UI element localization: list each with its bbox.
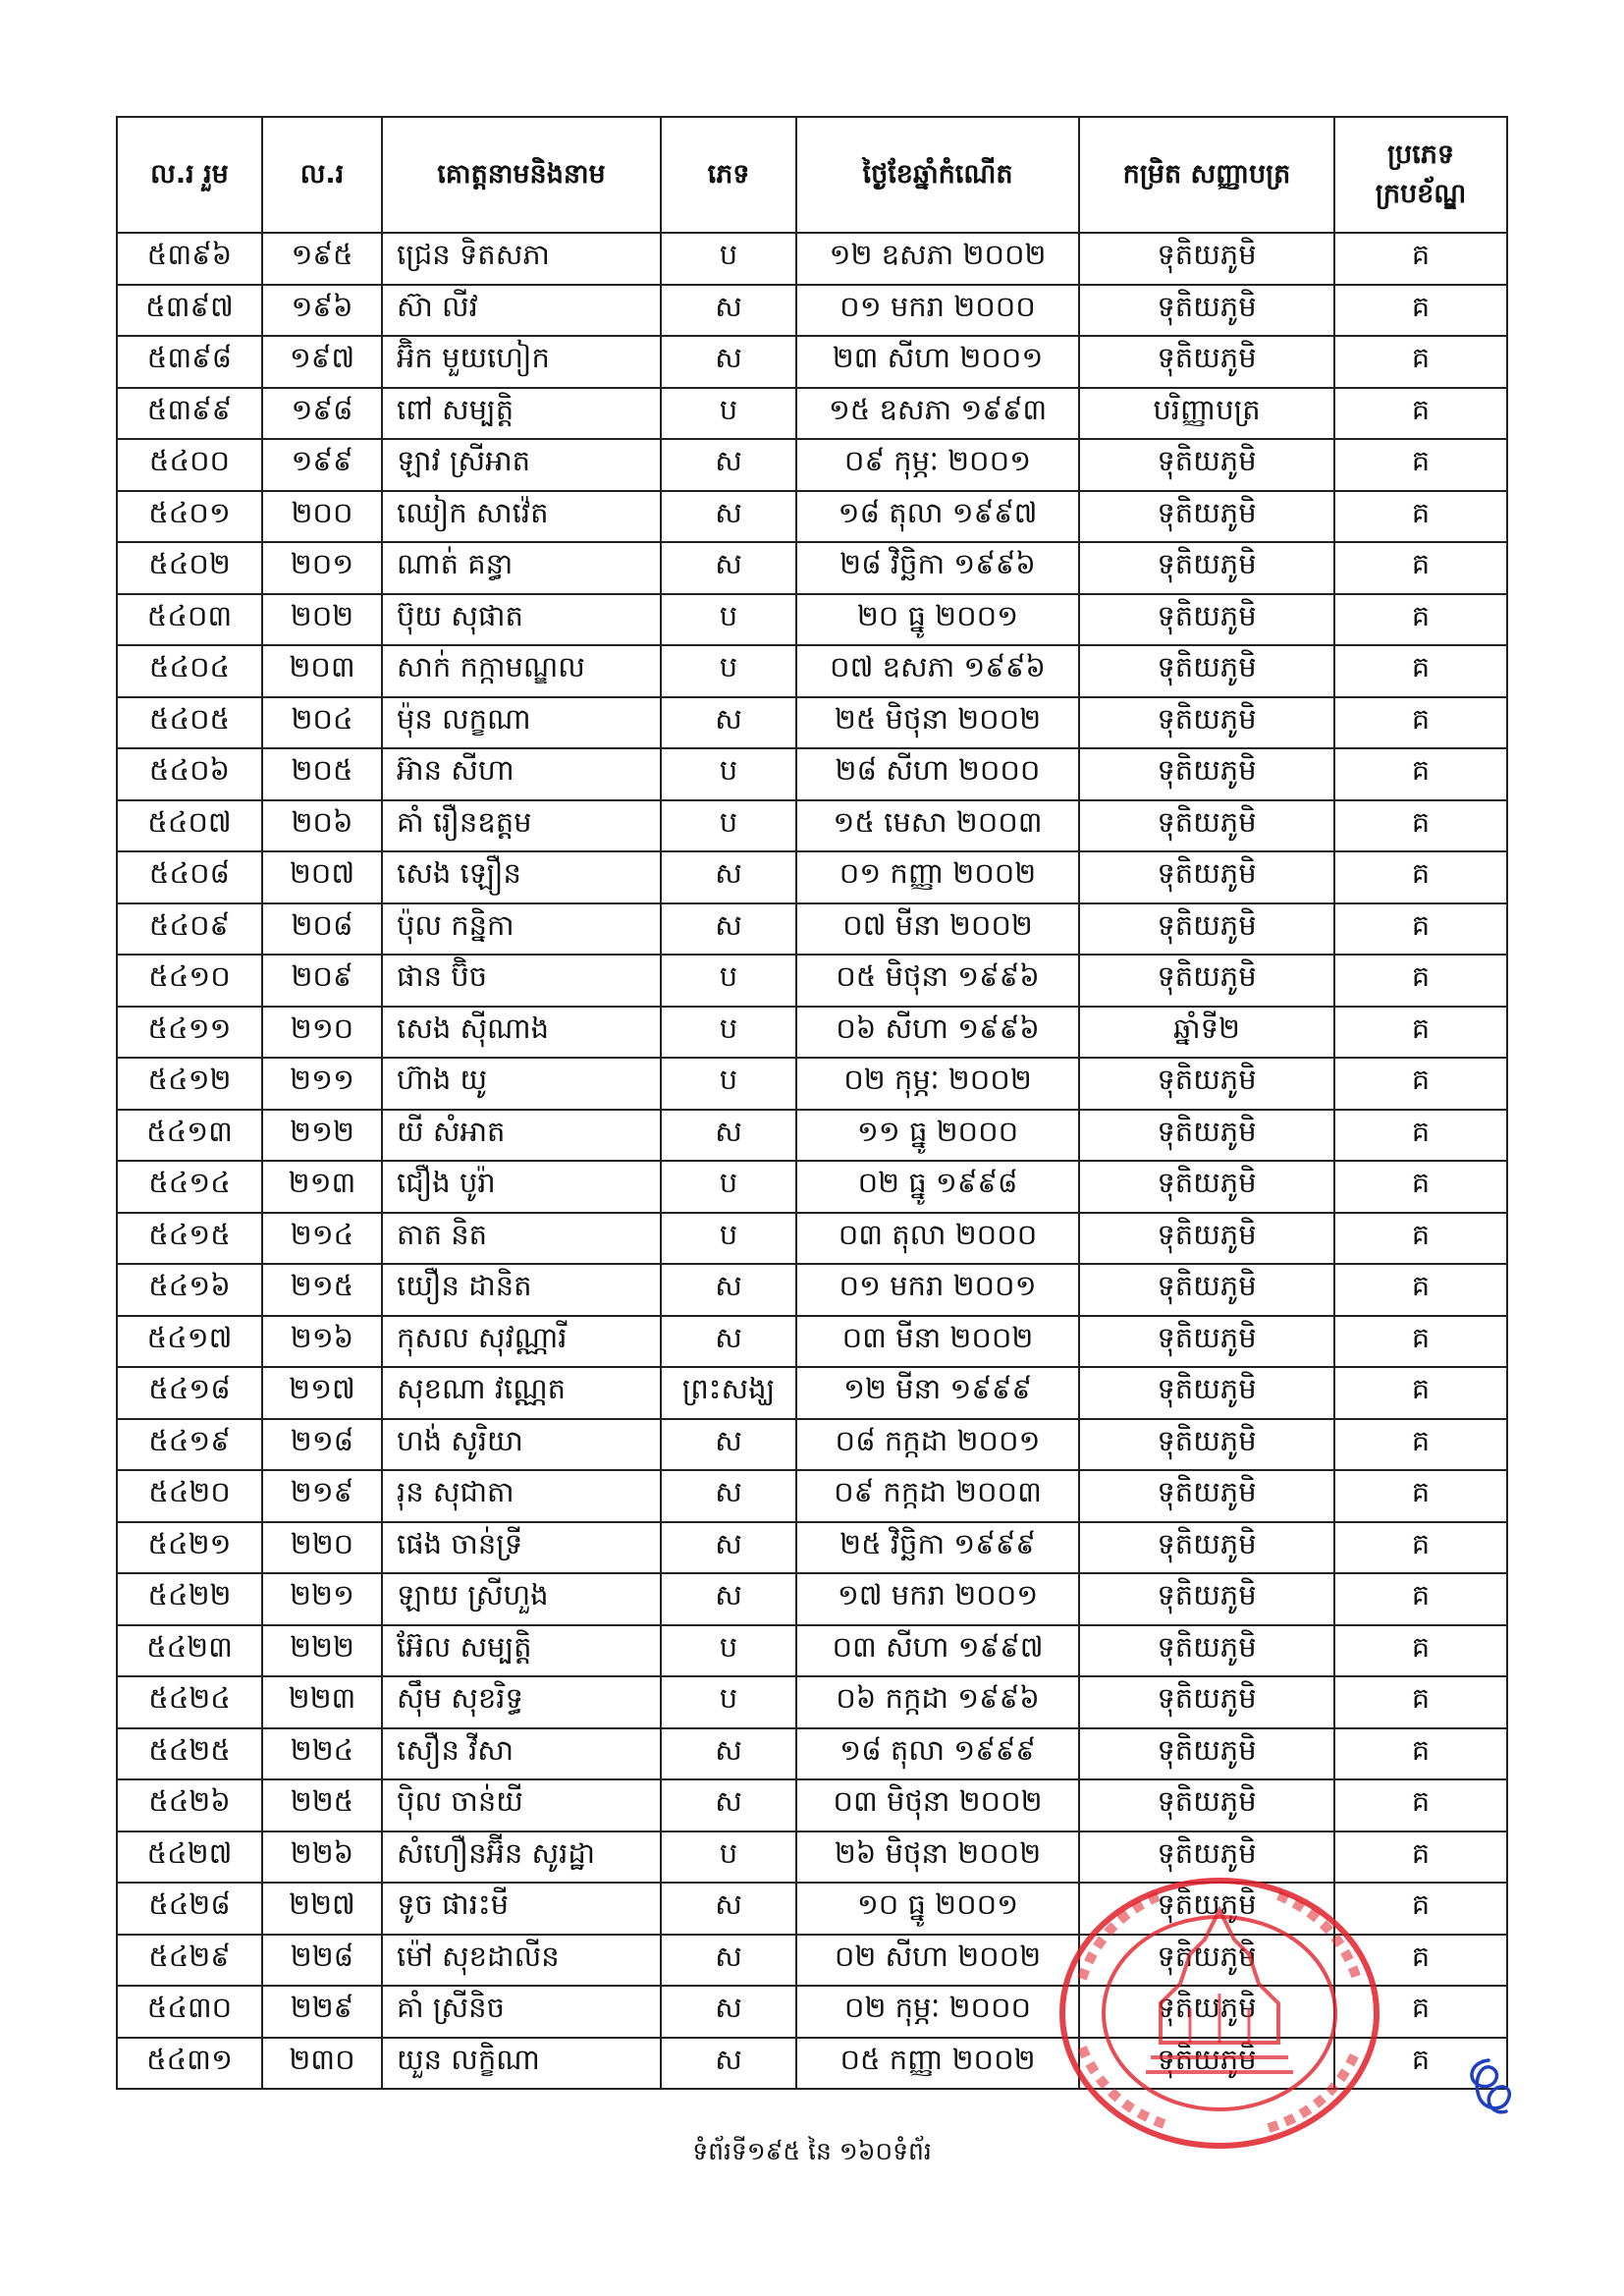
- sex-cell: ប: [661, 1007, 796, 1059]
- dob-cell: ១៥ មេសា ២០០៣: [796, 800, 1079, 852]
- number-cell: ២១៩: [262, 1470, 382, 1522]
- name-cell: គាំ ស្រីនិច: [382, 1986, 661, 2038]
- name-cell: រុន សុជាតា: [382, 1470, 661, 1522]
- number-cell: ២១៦: [262, 1316, 382, 1368]
- number-cell: ២១១: [262, 1058, 382, 1110]
- sex-cell: ប: [661, 388, 796, 440]
- sex-cell: ប: [661, 748, 796, 800]
- dob-cell: ០៥ មិថុនា ១៩៩៦: [796, 955, 1079, 1007]
- framework-cell: គ: [1334, 388, 1507, 440]
- degree-cell: ទុតិយភូមិ: [1079, 336, 1334, 388]
- table-row: [117, 1779, 1507, 1831]
- degree-cell: ទុតិយភូមិ: [1079, 645, 1334, 697]
- degree-cell: ទុតិយភូមិ: [1079, 1676, 1334, 1728]
- sex-cell: ស: [661, 1779, 796, 1831]
- dob-cell: ០២ សីហា ២០០២: [796, 1935, 1079, 1987]
- name-cell: អ៊ាន សីហា: [382, 748, 661, 800]
- dob-cell: ១៨ តុលា ១៩៩៩: [796, 1728, 1079, 1780]
- sex-cell: ប: [661, 594, 796, 646]
- framework-cell: គ: [1334, 748, 1507, 800]
- total-number-cell: ៥៤២០: [117, 1470, 262, 1522]
- total-number-cell: ៥៤២៧: [117, 1831, 262, 1884]
- name-cell: ប៉ិល ចាន់យី: [382, 1779, 661, 1831]
- sex-cell: ប: [661, 1625, 796, 1677]
- name-cell: ស៊ា លីវ: [382, 285, 661, 337]
- degree-cell: ទុតិយភូមិ: [1079, 1883, 1334, 1935]
- total-number-cell: ៥៤០១: [117, 491, 262, 543]
- name-cell: ជ្រេន ទិតសភា: [382, 233, 661, 285]
- table-row: [117, 1058, 1507, 1110]
- sex-cell: ស: [661, 851, 796, 903]
- table-row: [117, 1625, 1507, 1677]
- number-cell: ២១២: [262, 1110, 382, 1162]
- total-number-cell: ៥៣៩៩: [117, 388, 262, 440]
- framework-cell: គ: [1334, 1573, 1507, 1625]
- degree-cell: ទុតិយភូមិ: [1079, 903, 1334, 956]
- sex-cell: ប: [661, 1831, 796, 1884]
- number-cell: ២០៨: [262, 903, 382, 956]
- degree-cell: ទុតិយភូមិ: [1079, 1316, 1334, 1368]
- name-cell: សាក់ កក្កាមណ្ឌល: [382, 645, 661, 697]
- table-row: [117, 388, 1507, 440]
- degree-cell: ទុតិយភូមិ: [1079, 491, 1334, 543]
- table-row: [117, 542, 1507, 594]
- sex-cell: ស: [661, 2038, 796, 2090]
- framework-cell: គ: [1334, 1110, 1507, 1162]
- framework-cell: គ: [1334, 1779, 1507, 1831]
- degree-cell: ទុតិយភូមិ: [1079, 1935, 1334, 1987]
- name-cell: អ៊ិក មួយហៀក: [382, 336, 661, 388]
- number-cell: ១៩៧: [262, 336, 382, 388]
- dob-cell: ២៥ វិច្ឆិកា ១៩៩៩: [796, 1522, 1079, 1574]
- table-row: [117, 439, 1507, 491]
- degree-cell: ទុតិយភូមិ: [1079, 1058, 1334, 1110]
- framework-cell: គ: [1334, 645, 1507, 697]
- framework-cell: គ: [1334, 1316, 1507, 1368]
- name-cell: យី សំអាត: [382, 1110, 661, 1162]
- number-cell: ២១៤: [262, 1213, 382, 1265]
- number-cell: ២០៧: [262, 851, 382, 903]
- sex-cell: ស: [661, 1419, 796, 1471]
- sex-cell: ស: [661, 1728, 796, 1780]
- number-cell: ២១៥: [262, 1264, 382, 1316]
- degree-cell: ទុតិយភូមិ: [1079, 1573, 1334, 1625]
- degree-cell: ទុតិយភូមិ: [1079, 1367, 1334, 1419]
- dob-cell: ០១ មករា ២០០០: [796, 285, 1079, 337]
- name-cell: ហ៊ាង យូ: [382, 1058, 661, 1110]
- sex-cell: ប: [661, 1058, 796, 1110]
- degree-cell: ទុតិយភូមិ: [1079, 1213, 1334, 1265]
- header-degree-level: កម្រិត សញ្ញាបត្រ: [1079, 117, 1334, 233]
- name-cell: ម៉ៅ សុខដាលីន: [382, 1935, 661, 1987]
- table-row: [117, 800, 1507, 852]
- total-number-cell: ៥៤១៤: [117, 1161, 262, 1213]
- number-cell: ២០០: [262, 491, 382, 543]
- table-row: [117, 1573, 1507, 1625]
- degree-cell: ទុតិយភូមិ: [1079, 1728, 1334, 1780]
- total-number-cell: ៥៤១០: [117, 955, 262, 1007]
- total-number-cell: ៥៤២៩: [117, 1935, 262, 1987]
- table-row: [117, 851, 1507, 903]
- total-number-cell: ៥៤០៨: [117, 851, 262, 903]
- framework-cell: គ: [1334, 491, 1507, 543]
- name-cell: គាំ រឿនឧត្តម: [382, 800, 661, 852]
- table-row: [117, 1161, 1507, 1213]
- number-cell: ១៩៦: [262, 285, 382, 337]
- sex-cell: ស: [661, 1986, 796, 2038]
- dob-cell: ២៦ មិថុនា ២០០២: [796, 1831, 1079, 1884]
- total-number-cell: ៥៤០៥: [117, 697, 262, 749]
- total-number-cell: ៥៤១២: [117, 1058, 262, 1110]
- total-number-cell: ៥៤២២: [117, 1573, 262, 1625]
- degree-cell: ទុតិយភូមិ: [1079, 439, 1334, 491]
- total-number-cell: ៥៤២១: [117, 1522, 262, 1574]
- framework-cell: គ: [1334, 1831, 1507, 1884]
- degree-cell: ទុតិយភូមិ: [1079, 285, 1334, 337]
- total-number-cell: ៥៤៣១: [117, 2038, 262, 2090]
- degree-cell: ទុតិយភូមិ: [1079, 800, 1334, 852]
- degree-cell: ទុតិយភូមិ: [1079, 748, 1334, 800]
- dob-cell: ០៧ ឧសភា ១៩៩៦: [796, 645, 1079, 697]
- dob-cell: ២៨ វិច្ឆិកា ១៩៩៦: [796, 542, 1079, 594]
- total-number-cell: ៥៤២៥: [117, 1728, 262, 1780]
- degree-cell: ទុតិយភូមិ: [1079, 1470, 1334, 1522]
- dob-cell: ១២ ឧសភា ២០០២: [796, 233, 1079, 285]
- degree-cell: ទុតិយភូមិ: [1079, 1419, 1334, 1471]
- name-cell: ប៊ុយ សុផាត: [382, 594, 661, 646]
- framework-cell: គ: [1334, 800, 1507, 852]
- framework-cell: គ: [1334, 1728, 1507, 1780]
- dob-cell: ២៨ សីហា ២០០០: [796, 748, 1079, 800]
- degree-cell: បរិញ្ញាបត្រ: [1079, 388, 1334, 440]
- number-cell: ២០៩: [262, 955, 382, 1007]
- total-number-cell: ៥៤០៣: [117, 594, 262, 646]
- table-row: [117, 1007, 1507, 1059]
- table-row: [117, 1264, 1507, 1316]
- total-number-cell: ៥៤០៦: [117, 748, 262, 800]
- degree-cell: ឆ្នាំទី២: [1079, 1007, 1334, 1059]
- total-number-cell: ៥៣៩៦: [117, 233, 262, 285]
- dob-cell: ០១ មករា ២០០១: [796, 1264, 1079, 1316]
- number-cell: ២២០: [262, 1522, 382, 1574]
- dob-cell: ២០ ធ្នូ ២០០១: [796, 594, 1079, 646]
- degree-cell: ទុតិយភូមិ: [1079, 697, 1334, 749]
- framework-cell: គ: [1334, 594, 1507, 646]
- total-number-cell: ៥៤២៨: [117, 1883, 262, 1935]
- sex-cell: ស: [661, 1573, 796, 1625]
- sex-cell: ស: [661, 1522, 796, 1574]
- degree-cell: ទុតិយភូមិ: [1079, 1110, 1334, 1162]
- table-header: [117, 117, 1507, 233]
- header-framework-type: ប្រភេទ ក្របខ័ណ្ឌ: [1334, 117, 1507, 233]
- sex-cell: ប: [661, 645, 796, 697]
- number-cell: ២១៨: [262, 1419, 382, 1471]
- dob-cell: ០៥ កញ្ញា ២០០២: [796, 2038, 1079, 2090]
- sex-cell: ស: [661, 1470, 796, 1522]
- header-sex: ភេទ: [661, 117, 796, 233]
- sex-cell: ស: [661, 491, 796, 543]
- framework-cell: គ: [1334, 903, 1507, 956]
- framework-cell: គ: [1334, 955, 1507, 1007]
- dob-cell: ០៨ កក្កដា ២០០១: [796, 1419, 1079, 1471]
- dob-cell: ១៧ មករា ២០០១: [796, 1573, 1079, 1625]
- number-cell: ១៩៥: [262, 233, 382, 285]
- number-cell: ២៣០: [262, 2038, 382, 2090]
- name-cell: ផេង ចាន់ទ្រី: [382, 1522, 661, 1574]
- degree-cell: ទុតិយភូមិ: [1079, 851, 1334, 903]
- framework-cell: គ: [1334, 285, 1507, 337]
- degree-cell: ទុតិយភូមិ: [1079, 1986, 1334, 2038]
- table-row: [117, 697, 1507, 749]
- degree-cell: ទុតិយភូមិ: [1079, 955, 1334, 1007]
- sex-cell: ស: [661, 285, 796, 337]
- degree-cell: ទុតិយភូមិ: [1079, 1625, 1334, 1677]
- framework-cell: គ: [1334, 1058, 1507, 1110]
- dob-cell: ០៣ តុលា ២០០០: [796, 1213, 1079, 1265]
- name-cell: ជឿង បូរ៉ា: [382, 1161, 661, 1213]
- number-cell: ២២១: [262, 1573, 382, 1625]
- header-date-of-birth: ថ្ងៃខែឆ្នាំកំណើត: [796, 117, 1079, 233]
- sex-cell: ស: [661, 1264, 796, 1316]
- name-cell: សំហឿនអ៊ីន សូរដ្ឋា: [382, 1831, 661, 1884]
- name-cell: តាត និត: [382, 1213, 661, 1265]
- number-cell: ២០៦: [262, 800, 382, 852]
- framework-cell: គ: [1334, 2038, 1507, 2090]
- dob-cell: ២៣ សីហា ២០០១: [796, 336, 1079, 388]
- total-number-cell: ៥៤០០: [117, 439, 262, 491]
- table-row: [117, 1316, 1507, 1368]
- table-row: [117, 1213, 1507, 1265]
- framework-cell: គ: [1334, 336, 1507, 388]
- name-cell: សេង ឡឿន: [382, 851, 661, 903]
- number-cell: ២២៣: [262, 1676, 382, 1728]
- degree-cell: ទុតិយភូមិ: [1079, 1161, 1334, 1213]
- dob-cell: ១៥ ឧសភា ១៩៩៣: [796, 388, 1079, 440]
- framework-cell: គ: [1334, 1883, 1507, 1935]
- sex-cell: ស: [661, 903, 796, 956]
- total-number-cell: ៥៤១១: [117, 1007, 262, 1059]
- name-cell: យឿន ដានិត: [382, 1264, 661, 1316]
- table-row: [117, 1728, 1507, 1780]
- number-cell: ២២៩: [262, 1986, 382, 2038]
- degree-cell: ទុតិយភូមិ: [1079, 1779, 1334, 1831]
- number-cell: ២០៣: [262, 645, 382, 697]
- sex-cell: ប: [661, 955, 796, 1007]
- name-cell: យួន លក្ខិណា: [382, 2038, 661, 2090]
- dob-cell: ០៩ កុម្ភៈ ២០០១: [796, 439, 1079, 491]
- name-cell: ម៉ុន លក្ខណា: [382, 697, 661, 749]
- number-cell: ២២៤: [262, 1728, 382, 1780]
- framework-cell: គ: [1334, 542, 1507, 594]
- sex-cell: ស: [661, 1316, 796, 1368]
- table-row: [117, 1367, 1507, 1419]
- framework-cell: គ: [1334, 1935, 1507, 1987]
- name-cell: ឡាយ ស្រីហួង: [382, 1573, 661, 1625]
- name-cell: សេង ស៊ីណាង: [382, 1007, 661, 1059]
- total-number-cell: ៥៤១៣: [117, 1110, 262, 1162]
- framework-cell: គ: [1334, 233, 1507, 285]
- degree-cell: ទុតិយភូមិ: [1079, 1264, 1334, 1316]
- dob-cell: ០៣ មិថុនា ២០០២: [796, 1779, 1079, 1831]
- total-number-cell: ៥៤១៥: [117, 1213, 262, 1265]
- sex-cell: ស: [661, 542, 796, 594]
- number-cell: ២១០: [262, 1007, 382, 1059]
- dob-cell: ០២ ធ្នូ ១៩៩៨: [796, 1161, 1079, 1213]
- table-row: [117, 955, 1507, 1007]
- dob-cell: ១០ ធ្នូ ២០០១: [796, 1883, 1079, 1935]
- table-row: [117, 594, 1507, 646]
- table-row: [117, 903, 1507, 956]
- table-row: [117, 748, 1507, 800]
- header-full-name: គោត្តនាមនិងនាម: [382, 117, 661, 233]
- total-number-cell: ៥៤២៦: [117, 1779, 262, 1831]
- framework-cell: គ: [1334, 1213, 1507, 1265]
- total-number-cell: ៥៤១៦: [117, 1264, 262, 1316]
- dob-cell: ០២ កុម្ភៈ ២០០០: [796, 1986, 1079, 2038]
- framework-cell: គ: [1334, 1676, 1507, 1728]
- number-cell: ២១៣: [262, 1161, 382, 1213]
- total-number-cell: ៥៤៣០: [117, 1986, 262, 2038]
- dob-cell: ០៧ មីនា ២០០២: [796, 903, 1079, 956]
- number-cell: ២០១: [262, 542, 382, 594]
- header-number: ល.រ: [262, 117, 382, 233]
- total-number-cell: ៥៤២៤: [117, 1676, 262, 1728]
- total-number-cell: ៥៤០២: [117, 542, 262, 594]
- name-cell: សុខណា វណ្ណេត: [382, 1367, 661, 1419]
- dob-cell: ០២ កុម្ភៈ ២០០២: [796, 1058, 1079, 1110]
- roster-table: [116, 116, 1508, 2090]
- sex-cell: ស: [661, 1935, 796, 1987]
- official-seal-icon: [1053, 1871, 1386, 2156]
- degree-cell: ទុតិយភូមិ: [1079, 542, 1334, 594]
- total-number-cell: ៥៤១៨: [117, 1367, 262, 1419]
- table-row: [117, 1419, 1507, 1471]
- name-cell: ពៅ សម្បត្តិ: [382, 388, 661, 440]
- table-row: [117, 336, 1507, 388]
- framework-cell: គ: [1334, 1264, 1507, 1316]
- sex-cell: ប: [661, 1161, 796, 1213]
- framework-cell: គ: [1334, 1986, 1507, 2038]
- table-row: [117, 1676, 1507, 1728]
- total-number-cell: ៥៤០៩: [117, 903, 262, 956]
- table-row: [117, 1110, 1507, 1162]
- sex-cell: ស: [661, 439, 796, 491]
- degree-cell: ទុតិយភូមិ: [1079, 2038, 1334, 2090]
- sex-cell: ប: [661, 1213, 796, 1265]
- number-cell: ២២២: [262, 1625, 382, 1677]
- header-row: [117, 117, 1507, 233]
- framework-cell: គ: [1334, 1522, 1507, 1574]
- framework-cell: គ: [1334, 1470, 1507, 1522]
- table-row: [117, 1470, 1507, 1522]
- number-cell: ២០២: [262, 594, 382, 646]
- table-row: [117, 233, 1507, 285]
- total-number-cell: ៥៤២៣: [117, 1625, 262, 1677]
- dob-cell: ០៦ សីហា ១៩៩៦: [796, 1007, 1079, 1059]
- dob-cell: ០៣ មីនា ២០០២: [796, 1316, 1079, 1368]
- table-row: [117, 645, 1507, 697]
- sex-cell: ប: [661, 800, 796, 852]
- framework-cell: គ: [1334, 1367, 1507, 1419]
- sex-cell: ស: [661, 1883, 796, 1935]
- dob-cell: ០៩ កក្កដា ២០០៣: [796, 1470, 1079, 1522]
- name-cell: ស៊ឹម សុខរិទ្ធ: [382, 1676, 661, 1728]
- header-total-number: ល.រ រួម: [117, 117, 262, 233]
- number-cell: ២២៨: [262, 1935, 382, 1987]
- total-number-cell: ៥៤០៧: [117, 800, 262, 852]
- name-cell: ផាន ប៊ិច: [382, 955, 661, 1007]
- sex-cell: ព្រះសង្ឃ: [661, 1367, 796, 1419]
- name-cell: ប៉ុល កន្និកា: [382, 903, 661, 956]
- dob-cell: ០៦ កក្កដា ១៩៩៦: [796, 1676, 1079, 1728]
- dob-cell: ១៨ តុលា ១៩៩៧: [796, 491, 1079, 543]
- table-row: [117, 1522, 1507, 1574]
- name-cell: ឈៀក សាវ៉េត: [382, 491, 661, 543]
- number-cell: ២២៧: [262, 1883, 382, 1935]
- degree-cell: ទុតិយភូមិ: [1079, 594, 1334, 646]
- name-cell: សឿន វីសា: [382, 1728, 661, 1780]
- sex-cell: ស: [661, 336, 796, 388]
- total-number-cell: ៥៤១៧: [117, 1316, 262, 1368]
- dob-cell: ០១ កញ្ញា ២០០២: [796, 851, 1079, 903]
- sex-cell: ប: [661, 1676, 796, 1728]
- total-number-cell: ៥៤០៤: [117, 645, 262, 697]
- table-row: [117, 285, 1507, 337]
- signature-icon: [1459, 2052, 1520, 2121]
- sex-cell: ស: [661, 697, 796, 749]
- number-cell: ២០៤: [262, 697, 382, 749]
- number-cell: ១៩៩: [262, 439, 382, 491]
- sex-cell: ស: [661, 1110, 796, 1162]
- total-number-cell: ៥៤១៩: [117, 1419, 262, 1471]
- number-cell: ១៩៨: [262, 388, 382, 440]
- dob-cell: ២៥ មិថុនា ២០០២: [796, 697, 1079, 749]
- name-cell: កុសល សុវណ្ណារី: [382, 1316, 661, 1368]
- sex-cell: ប: [661, 233, 796, 285]
- framework-cell: គ: [1334, 1419, 1507, 1471]
- degree-cell: ទុតិយភូមិ: [1079, 1522, 1334, 1574]
- page-number: ទំព័រទី១៩៥ នៃ ១៦០ទំព័រ: [692, 2137, 932, 2165]
- name-cell: ទូច ផារះមី: [382, 1883, 661, 1935]
- framework-cell: គ: [1334, 439, 1507, 491]
- name-cell: អ៊ែល សម្បត្តិ: [382, 1625, 661, 1677]
- name-cell: ឡាវ ស្រីអាត: [382, 439, 661, 491]
- framework-cell: គ: [1334, 1007, 1507, 1059]
- name-cell: ហង់ សូរិយា: [382, 1419, 661, 1471]
- number-cell: ២០៥: [262, 748, 382, 800]
- degree-cell: ទុតិយភូមិ: [1079, 1831, 1334, 1884]
- framework-cell: គ: [1334, 1625, 1507, 1677]
- number-cell: ២១៧: [262, 1367, 382, 1419]
- framework-cell: គ: [1334, 697, 1507, 749]
- total-number-cell: ៥៣៩៨: [117, 336, 262, 388]
- degree-cell: ទុតិយភូមិ: [1079, 233, 1334, 285]
- dob-cell: ០៣ សីហា ១៩៩៧: [796, 1625, 1079, 1677]
- framework-cell: គ: [1334, 1161, 1507, 1213]
- total-number-cell: ៥៣៩៧: [117, 285, 262, 337]
- table-body: [117, 233, 1507, 2089]
- table-row: [117, 491, 1507, 543]
- framework-cell: គ: [1334, 851, 1507, 903]
- dob-cell: ១១ ធ្នូ ២០០០: [796, 1110, 1079, 1162]
- number-cell: ២២៥: [262, 1779, 382, 1831]
- dob-cell: ១២ មីនា ១៩៩៩: [796, 1367, 1079, 1419]
- name-cell: ណាត់ គន្ធា: [382, 542, 661, 594]
- number-cell: ២២៦: [262, 1831, 382, 1884]
